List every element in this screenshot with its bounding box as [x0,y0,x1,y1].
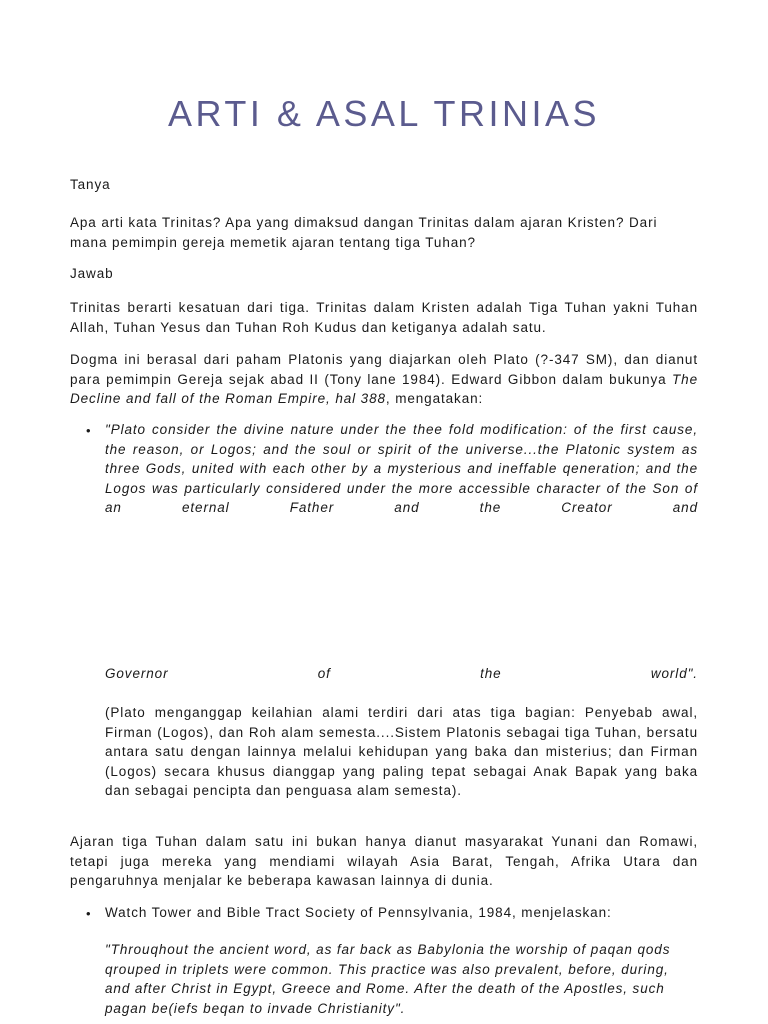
question-label: Tanya [70,177,111,192]
watchtower-source: Watch Tower and Bible Tract Society of Pennsylvania, 1984, menjelaskan: [105,905,612,920]
page-title: ARTI & ASAL TRINIAS [168,93,600,134]
quote-end-word: world". [650,666,698,681]
bullet-icon: • [86,423,91,438]
book-title: The Decline and fall of the Roman Empire, hal 388 [70,371,698,406]
paragraph-dogma-end: , mengatakan: [385,391,484,406]
plato-quote-ending [105,664,698,684]
quote-end-word: Governor [105,666,169,681]
answer-label: Jawab [70,266,114,281]
paragraph-trinity-definition: Trinitas berarti kesatuan dari tiga. Trinitas dalam Kristen adalah Tiga Tuhan yakni Tuhan Allah, Tuhan Yesus dan Tuhan Roh Kudus dan ketiganya adalah satu. [70,300,698,335]
question-text: Apa arti kata Trinitas? Apa yang dimaksud dangan Trinitas dalam ajaran Kristen? Dari mana pemimpin gereja memetik ajaran tentang tiga Tuhan? [70,215,658,250]
quote-end-word: of [317,666,331,681]
paragraph-dogma-text: Dogma ini berasal dari paham Platonis yang diajarkan oleh Plato (?-347 SM), dan dianut para pemimpin Gereja sejak abad II (Tony lane 1984). Edward Gibbon dalam bukunya [70,352,698,387]
quote-translation: (Plato menganggap keilahian alami terdiri dari atas tiga bagian: Penyebab awal, Firman (Logos), dan Roh alam semesta....Sistem Platonis sebagai tiga Tuhan, bersatu antara satu dengan lainnya melalui kehidupan yang baka dan misterius; dan Firman (Logos) secara khusus dianggap yang paling tepat sebagai Anak Bapak yang baka dan sebagai pencipta dan penguasa alam semesta). [105,705,698,798]
quote-end-word: the [480,666,502,681]
bullet-icon: • [86,906,91,921]
paragraph-dogma-origin [70,350,698,409]
paragraph-spread: Ajaran tiga Tuhan dalam satu ini bukan hanya dianut masyarakat Yunani dan Romawi, tetapi juga mereka yang mendiami wilayah Asia Barat, Tengah, Afrika Utara dan pengaruhnya menjalar ke beberapa kawasan lainnya di dunia. [70,834,698,888]
plato-quote: "Plato consider the divine nature under the thee fold modification: of the first cause, the reason, or Logos; and the soul or spirit of the universe...the Platonic system as three Gods, united with each other by a mysterious and ineffable qeneration; and the Logos was particularly considered under the more accessible character of the Son of an eternal Father and the Creator and [105,422,698,515]
watchtower-quote: "Throuqhout the ancient word, as far back as Babylonia the worship of paqan qods qrouped in triplets were common. This practice was also prevalent, before, during, and after Christ in Egypt, Greece and Rome. After the death of the Apostles, such pagan be(iefs beqan to invade Christianity". [105,942,671,1016]
